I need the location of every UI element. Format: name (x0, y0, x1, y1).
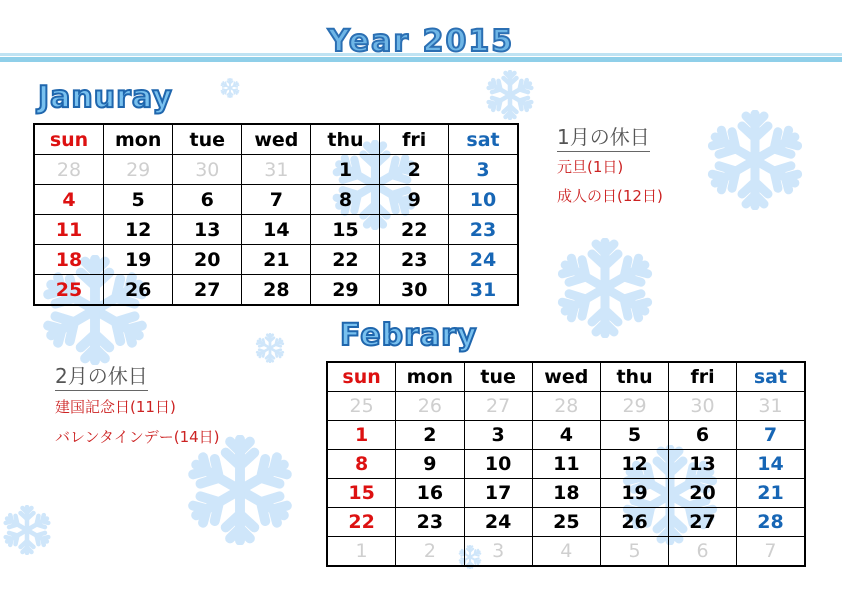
day-cell: 23 (396, 508, 464, 537)
day-cell: 29 (104, 155, 173, 185)
day-cell: 15 (311, 215, 380, 245)
weekday-header-row (34, 124, 518, 155)
day-cell: 5 (600, 421, 668, 450)
week-row (327, 392, 805, 421)
february-calendar (326, 361, 806, 567)
weekday-header-wed: wed (532, 362, 600, 392)
day-cell: 17 (464, 479, 532, 508)
day-cell: 31 (242, 155, 311, 185)
day-cell: 27 (464, 392, 532, 421)
week-row (327, 537, 805, 567)
snowflake-icon (705, 110, 805, 210)
february-title: Febrary (340, 318, 478, 353)
day-cell: 20 (669, 479, 737, 508)
day-cell: 2 (396, 537, 464, 567)
week-row (34, 275, 518, 306)
weekday-header-fri: fri (380, 124, 449, 155)
day-cell: 3 (449, 155, 518, 185)
day-cell: 1 (327, 421, 396, 450)
day-cell: 21 (242, 245, 311, 275)
week-row (327, 479, 805, 508)
day-cell: 26 (104, 275, 173, 306)
day-cell: 28 (736, 508, 805, 537)
day-cell: 23 (380, 245, 449, 275)
day-cell: 1 (311, 155, 380, 185)
day-cell: 12 (600, 450, 668, 479)
day-cell: 28 (34, 155, 104, 185)
snowflake-icon (2, 505, 52, 555)
weekday-header-row (327, 362, 805, 392)
day-cell: 7 (736, 421, 805, 450)
day-cell: 30 (173, 155, 242, 185)
snowflake-icon (185, 435, 295, 545)
day-cell: 11 (532, 450, 600, 479)
day-cell: 6 (669, 421, 737, 450)
day-cell: 4 (532, 421, 600, 450)
february-holiday: 建国記念日(11日) (55, 398, 176, 416)
february-holiday: バレンタインデー(14日) (55, 428, 220, 446)
day-cell: 15 (327, 479, 396, 508)
day-cell: 29 (600, 392, 668, 421)
day-cell: 19 (104, 245, 173, 275)
day-cell: 11 (34, 215, 104, 245)
day-cell: 31 (736, 392, 805, 421)
day-cell: 9 (396, 450, 464, 479)
day-cell: 7 (242, 185, 311, 215)
snowflake-icon (220, 78, 240, 98)
day-cell: 9 (380, 185, 449, 215)
day-cell: 25 (327, 392, 396, 421)
day-cell: 22 (311, 245, 380, 275)
day-cell: 10 (449, 185, 518, 215)
day-cell: 22 (380, 215, 449, 245)
february-holidays-title: 2月の休日 (55, 360, 148, 391)
day-cell: 18 (532, 479, 600, 508)
day-cell: 3 (464, 537, 532, 567)
day-cell: 14 (736, 450, 805, 479)
day-cell: 29 (311, 275, 380, 306)
week-row (34, 185, 518, 215)
day-cell: 1 (327, 537, 396, 567)
day-cell: 8 (327, 450, 396, 479)
day-cell: 28 (532, 392, 600, 421)
week-row (34, 155, 518, 185)
day-cell: 25 (532, 508, 600, 537)
day-cell: 30 (669, 392, 737, 421)
day-cell: 27 (173, 275, 242, 306)
day-cell: 5 (104, 185, 173, 215)
weekday-header-sun: sun (327, 362, 396, 392)
day-cell: 22 (327, 508, 396, 537)
day-cell: 30 (380, 275, 449, 306)
week-row (327, 421, 805, 450)
day-cell: 4 (34, 185, 104, 215)
day-cell: 26 (396, 392, 464, 421)
day-cell: 13 (669, 450, 737, 479)
week-row (327, 450, 805, 479)
day-cell: 20 (173, 245, 242, 275)
day-cell: 2 (380, 155, 449, 185)
day-cell: 18 (34, 245, 104, 275)
day-cell: 24 (449, 245, 518, 275)
day-cell: 21 (736, 479, 805, 508)
weekday-header-fri: fri (669, 362, 737, 392)
weekday-header-thu: thu (311, 124, 380, 155)
day-cell: 12 (104, 215, 173, 245)
day-cell: 6 (669, 537, 737, 567)
day-cell: 10 (464, 450, 532, 479)
january-holidays-title: 1月の休日 (557, 121, 650, 152)
day-cell: 13 (173, 215, 242, 245)
day-cell: 23 (449, 215, 518, 245)
weekday-header-sat: sat (449, 124, 518, 155)
day-cell: 6 (173, 185, 242, 215)
snowflake-icon (255, 333, 285, 363)
day-cell: 8 (311, 185, 380, 215)
january-title: Januray (38, 80, 173, 115)
day-cell: 5 (600, 537, 668, 567)
weekday-header-tue: tue (464, 362, 532, 392)
weekday-header-wed: wed (242, 124, 311, 155)
weekday-header-sun: sun (34, 124, 104, 155)
day-cell: 2 (396, 421, 464, 450)
day-cell: 16 (396, 479, 464, 508)
day-cell: 19 (600, 479, 668, 508)
weekday-header-sat: sat (736, 362, 805, 392)
january-holiday: 成人の日(12日) (557, 187, 663, 205)
weekday-header-thu: thu (600, 362, 668, 392)
week-row (327, 508, 805, 537)
day-cell: 25 (34, 275, 104, 306)
week-row (34, 245, 518, 275)
weekday-header-mon: mon (396, 362, 464, 392)
day-cell: 24 (464, 508, 532, 537)
january-holiday: 元旦(1日) (557, 158, 624, 176)
snowflake-icon (485, 70, 535, 120)
day-cell: 3 (464, 421, 532, 450)
weekday-header-tue: tue (173, 124, 242, 155)
day-cell: 7 (736, 537, 805, 567)
weekday-header-mon: mon (104, 124, 173, 155)
day-cell: 28 (242, 275, 311, 306)
day-cell: 31 (449, 275, 518, 306)
january-calendar (33, 123, 519, 306)
page-title: Year 2015 (327, 24, 515, 59)
snowflake-icon (555, 238, 655, 338)
day-cell: 26 (600, 508, 668, 537)
day-cell: 4 (532, 537, 600, 567)
day-cell: 14 (242, 215, 311, 245)
week-row (34, 215, 518, 245)
day-cell: 27 (669, 508, 737, 537)
